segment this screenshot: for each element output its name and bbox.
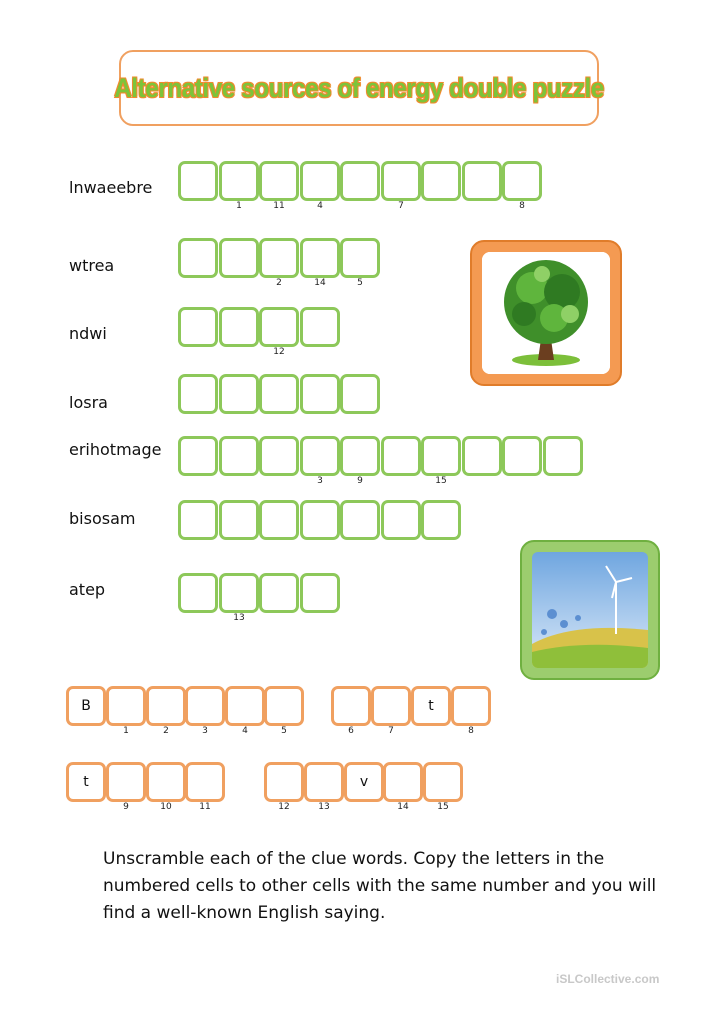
letter-cell[interactable] — [219, 374, 259, 414]
cell-number: 7 — [398, 201, 404, 211]
letter-cell[interactable] — [502, 436, 542, 476]
solution-cell[interactable] — [451, 686, 491, 726]
cell-number: 10 — [160, 802, 172, 812]
letter-cell[interactable] — [462, 436, 502, 476]
letter-cell[interactable] — [340, 500, 380, 540]
letter-cell[interactable] — [259, 573, 299, 613]
letter-cell[interactable] — [381, 500, 421, 540]
cell-number: 3 — [202, 726, 208, 736]
cell-number: 9 — [357, 476, 363, 486]
clue-word: lnwaeebre — [69, 178, 153, 197]
cell-number: 1 — [236, 201, 242, 211]
letter-cell[interactable] — [340, 238, 380, 278]
given-letter: t — [428, 698, 434, 714]
solution-cell[interactable] — [106, 686, 146, 726]
clue-word: atep — [69, 580, 106, 599]
letter-cell[interactable] — [300, 238, 340, 278]
clue-word: ndwi — [69, 324, 107, 343]
solution-cell[interactable] — [264, 686, 304, 726]
letter-cell[interactable] — [259, 500, 299, 540]
given-letter: v — [359, 774, 369, 790]
title-box — [114, 50, 604, 126]
letter-cell[interactable] — [219, 500, 259, 540]
cell-number: 2 — [163, 726, 169, 736]
tree-globe-image — [482, 252, 610, 374]
letter-cell[interactable] — [219, 161, 259, 201]
cell-number: 14 — [397, 802, 409, 812]
given-letter: B — [81, 698, 91, 714]
instructions-text: Unscramble each of the clue words. Copy the letters in the numbered cells to other cells with the same number and you will find a well-known English saying. — [103, 849, 657, 923]
wind-turbine-image — [532, 552, 648, 668]
letter-cell[interactable] — [178, 500, 218, 540]
letter-cell[interactable] — [178, 307, 218, 347]
solution-cell[interactable] — [423, 762, 463, 802]
letter-cell[interactable] — [300, 573, 340, 613]
letter-cell[interactable] — [300, 374, 340, 414]
solution-cell[interactable] — [344, 762, 384, 802]
letter-cell[interactable] — [381, 436, 421, 476]
cell-number: 3 — [317, 476, 323, 486]
cell-number: 11 — [199, 802, 211, 812]
solution-cell[interactable] — [185, 762, 225, 802]
solution-cell[interactable] — [411, 686, 451, 726]
cell-number: 8 — [519, 201, 525, 211]
solution-cell[interactable] — [225, 686, 265, 726]
solution-cell[interactable] — [304, 762, 344, 802]
letter-cell[interactable] — [178, 161, 218, 201]
letter-cell[interactable] — [178, 374, 218, 414]
letter-cell[interactable] — [219, 573, 259, 613]
tree-globe-image-frame — [470, 240, 622, 386]
cell-number: 12 — [278, 802, 290, 812]
solution-cell[interactable] — [331, 686, 371, 726]
cell-number: 2 — [276, 278, 282, 288]
solution-cell[interactable] — [146, 762, 186, 802]
watermark: iSLCollective.com — [556, 972, 660, 986]
letter-cell[interactable] — [300, 161, 340, 201]
letter-cell[interactable] — [381, 161, 421, 201]
letter-cell[interactable] — [421, 161, 461, 201]
solution-cell[interactable] — [146, 686, 186, 726]
solution-cell[interactable] — [66, 762, 106, 802]
cell-number: 9 — [123, 802, 129, 812]
cell-number: 4 — [317, 201, 323, 211]
clue-word: losra — [69, 393, 108, 412]
cell-number: 5 — [357, 278, 363, 288]
letter-cell[interactable] — [178, 238, 218, 278]
solution-cell[interactable] — [185, 686, 225, 726]
letter-cell[interactable] — [219, 238, 259, 278]
cell-number: 1 — [123, 726, 129, 736]
cell-number: 13 — [233, 613, 245, 623]
letter-cell[interactable] — [462, 161, 502, 201]
letter-cell[interactable] — [421, 436, 461, 476]
letter-cell[interactable] — [219, 436, 259, 476]
letter-cell[interactable] — [259, 307, 299, 347]
given-letter: t — [83, 774, 89, 790]
clue-word: wtrea — [69, 256, 115, 275]
cell-number: 7 — [388, 726, 394, 736]
letter-cell[interactable] — [421, 500, 461, 540]
letter-cell[interactable] — [178, 573, 218, 613]
cell-number: 4 — [242, 726, 248, 736]
cell-number: 5 — [281, 726, 287, 736]
solution-cell[interactable] — [383, 762, 423, 802]
solution-cell[interactable] — [66, 686, 106, 726]
clue-word: erihotmage — [69, 440, 162, 459]
letter-cell[interactable] — [219, 307, 259, 347]
letter-cell[interactable] — [543, 436, 583, 476]
letter-cell[interactable] — [502, 161, 542, 201]
cell-number: 11 — [273, 201, 285, 211]
cell-number: 14 — [314, 278, 326, 288]
solution-cell[interactable] — [264, 762, 304, 802]
clue-word: bisosam — [69, 509, 136, 528]
wind-turbine-image-frame — [520, 540, 660, 680]
cell-number: 12 — [273, 347, 285, 357]
letter-cell[interactable] — [300, 307, 340, 347]
solution-cell[interactable] — [371, 686, 411, 726]
letter-cell[interactable] — [259, 374, 299, 414]
letter-cell[interactable] — [300, 436, 340, 476]
cell-number: 13 — [318, 802, 330, 812]
letter-cell[interactable] — [178, 436, 218, 476]
letter-cell[interactable] — [340, 161, 380, 201]
page-title: Alternative sources of energy double puzzle — [114, 72, 604, 103]
cell-number: 15 — [437, 802, 449, 812]
letter-cell[interactable] — [259, 436, 299, 476]
letter-cell[interactable] — [259, 161, 299, 201]
letter-cell[interactable] — [300, 500, 340, 540]
cell-number: 15 — [435, 476, 447, 486]
letter-cell[interactable] — [340, 436, 380, 476]
cell-number: 8 — [468, 726, 474, 736]
letter-cell[interactable] — [340, 374, 380, 414]
letter-cell[interactable] — [259, 238, 299, 278]
cell-number: 6 — [348, 726, 354, 736]
solution-cell[interactable] — [106, 762, 146, 802]
